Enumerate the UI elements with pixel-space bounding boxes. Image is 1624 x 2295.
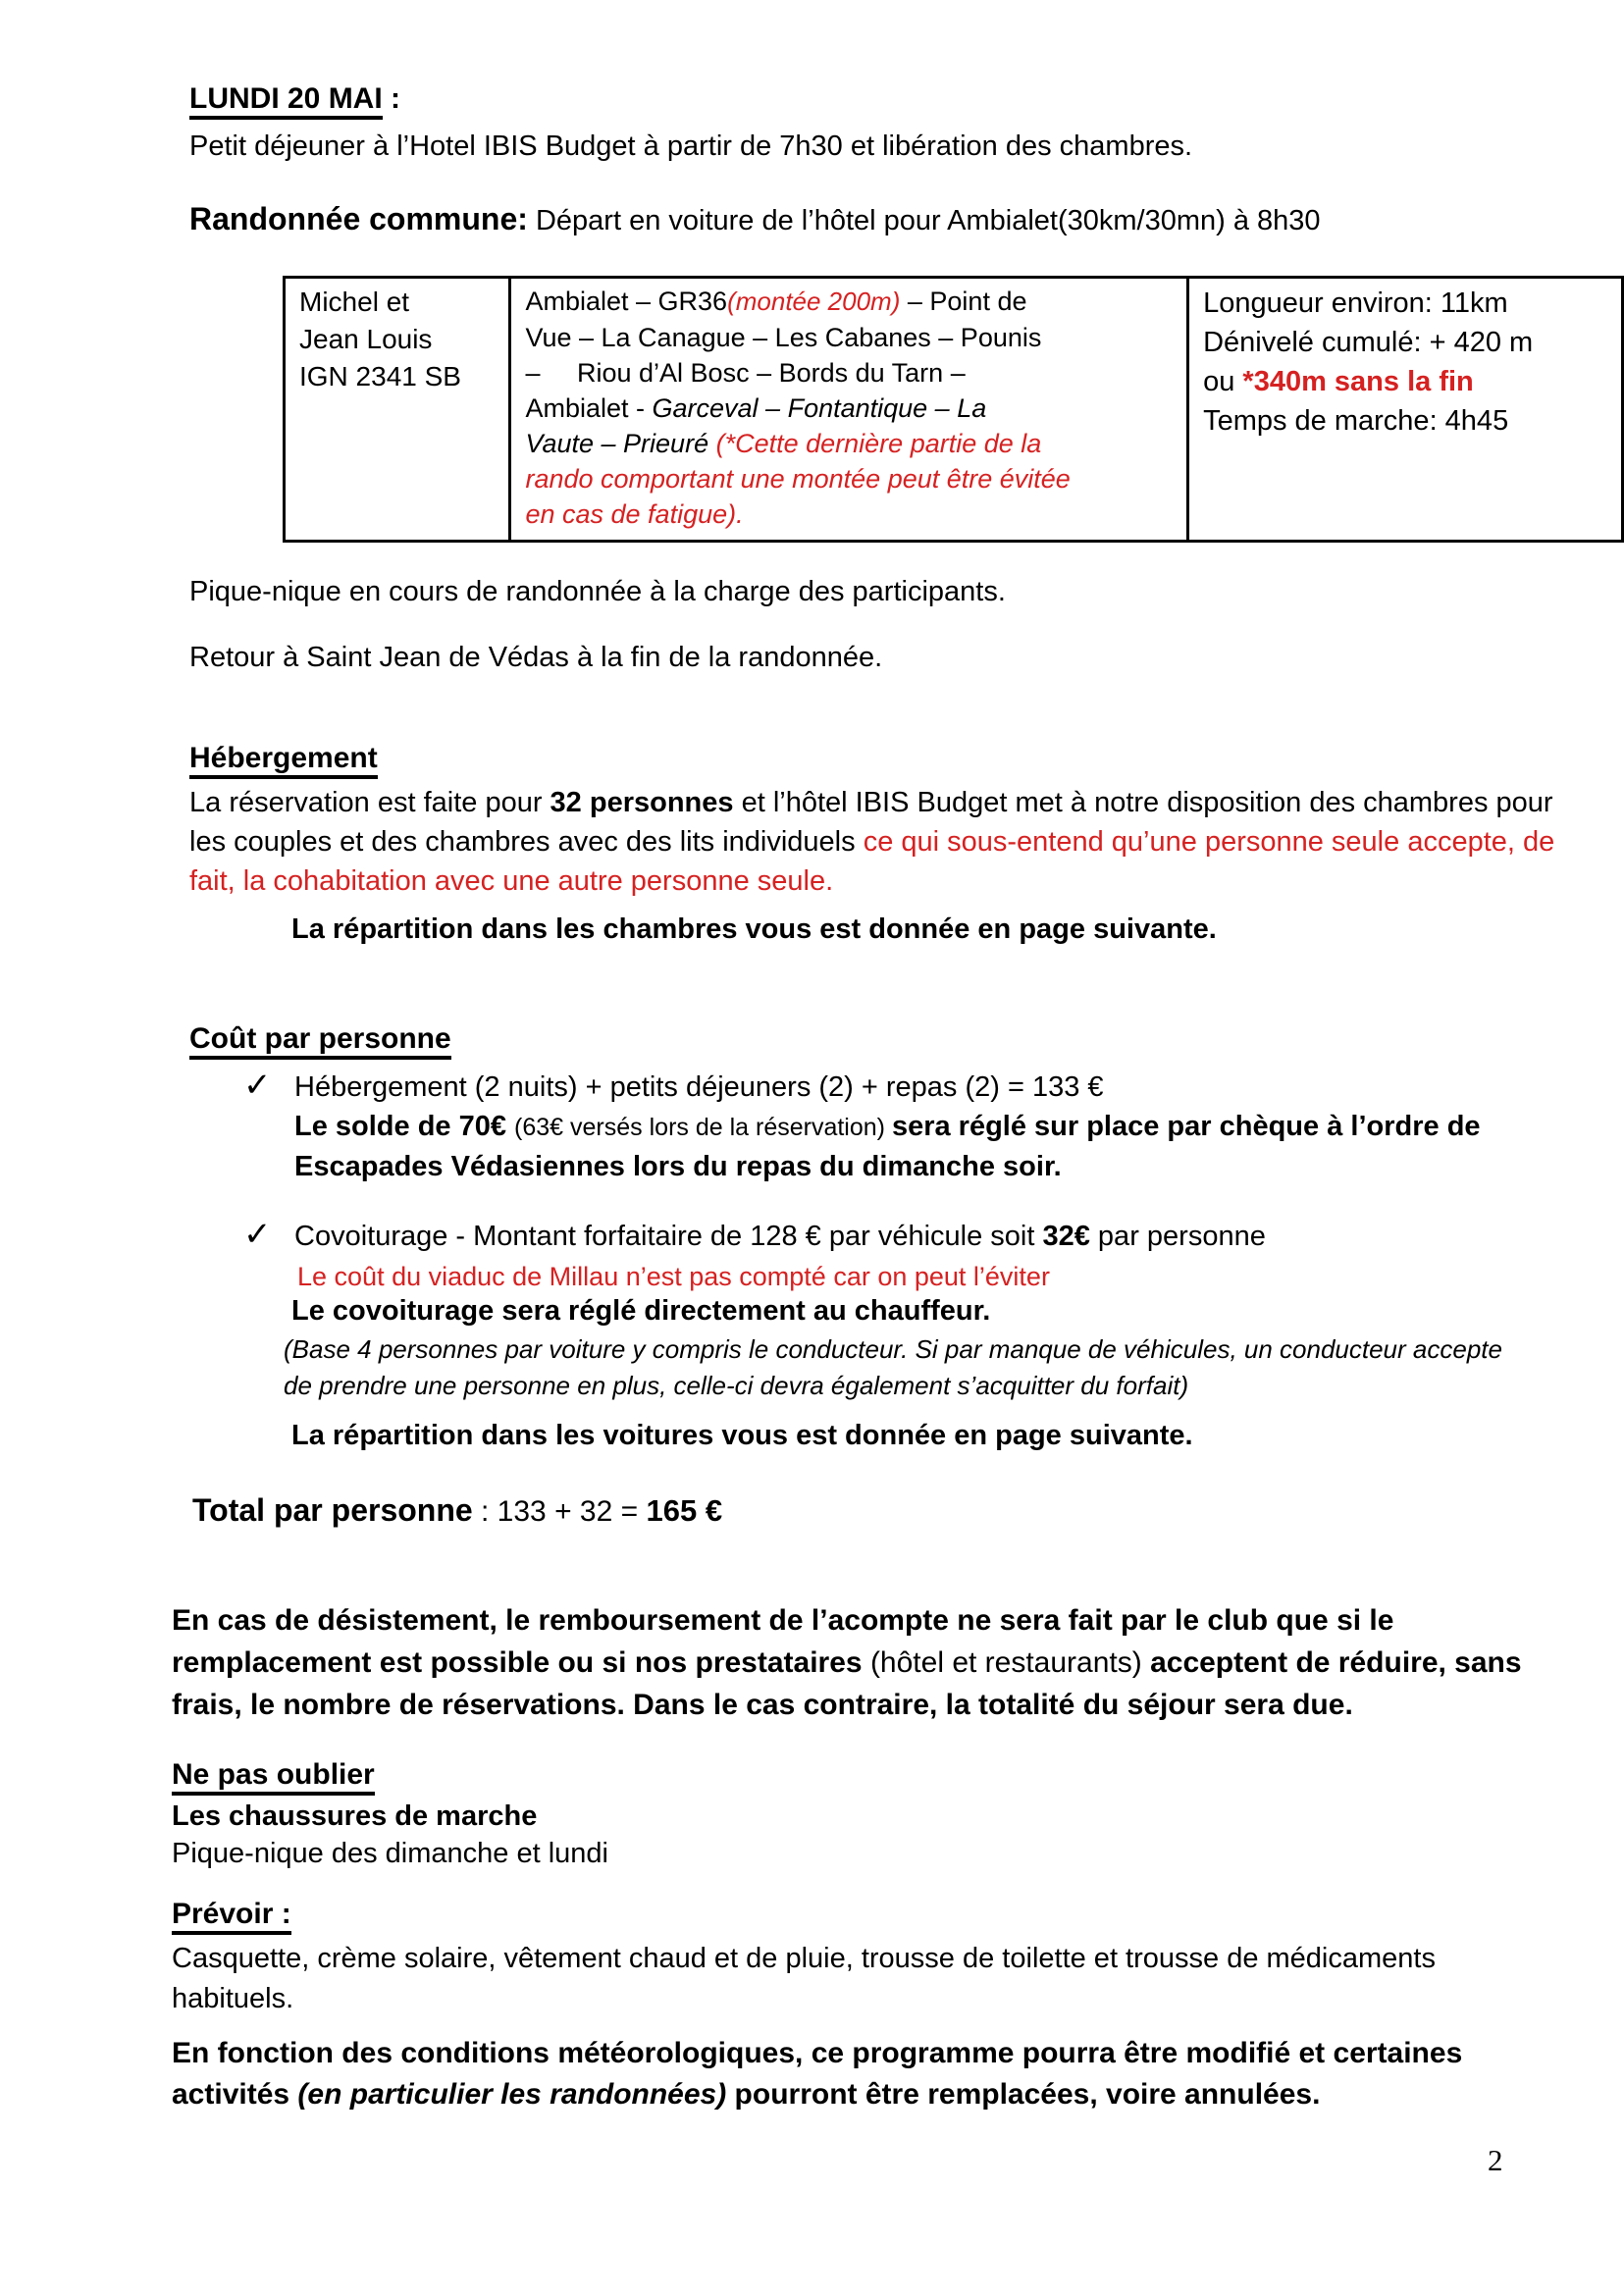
day-heading-text: LUNDI 20 MAI	[189, 82, 383, 120]
carpool-per-person: 32€	[1042, 1221, 1090, 1252]
weather-italic: (en particulier les randonnées)	[297, 2078, 727, 2111]
stat-elevation: Dénivelé cumulé: + 420 m	[1203, 327, 1534, 358]
carpool-text: par personne	[1089, 1221, 1266, 1252]
prepare-paragraph: Casquette, crème solaire, vêtement chaud et de pluie, trousse de toilette et trousse de médicaments habituels.	[172, 1943, 1436, 2014]
cancellation-bold: En cas de désistement, le remboursement de l’acompte ne sera fait par le club que si le remplacement est possible ou si nos prestataires	[172, 1604, 1394, 1679]
route-seg: Ambialet – GR36	[525, 287, 728, 316]
total-label: Total par personne	[192, 1492, 473, 1528]
page-number: 2	[1488, 2143, 1503, 2177]
stat-duration: Temps de marche: 4h45	[1203, 405, 1509, 437]
guide-cell	[285, 278, 510, 542]
day-heading-colon: :	[382, 82, 401, 115]
reminder-shoes: Les chaussures de marche	[172, 1800, 538, 1832]
stat-length: Longueur environ: 11km	[1203, 287, 1508, 319]
cost-item-lodging	[243, 1067, 1570, 1186]
picnic-note: Pique-nique en cours de randonnée à la charge des participants.	[189, 576, 1006, 607]
route-seg: – Riou d’Al Bosc – Bords du Tarn –	[525, 358, 966, 388]
cost-heading-text: Coût par personne	[189, 1022, 451, 1060]
cancellation-paragraph	[172, 1599, 1553, 1726]
route-seg: Ambialet -	[525, 393, 653, 423]
cost-lodging-balance	[294, 1107, 1570, 1186]
prepare-heading	[172, 1898, 291, 1931]
weather-bold: En fonction des conditions météorologiques, ce programme pourra être modifié et certaines activités	[172, 2037, 1463, 2111]
cancellation-bold: acceptent de réduire, sans frais, le nombre de réservations. Dans le cas contraire, la totalité du séjour sera due.	[172, 1646, 1522, 1721]
hike-table	[283, 276, 1624, 543]
lodging-red-note: ce qui sous-entend qu’une personne seule accepte, de fait, la cohabitation avec une autre personne seule.	[189, 826, 1555, 897]
rooms-note: La répartition dans les chambres vous est donnée en page suivante.	[291, 913, 1217, 945]
stat-elevation-alt-red: *340m sans la fin	[1242, 366, 1474, 397]
cost-lodging-line: Hébergement (2 nuits) + petits déjeuners (2) + repas (2) = 133 €	[294, 1071, 1104, 1103]
cars-note: La répartition dans les voitures vous est donnée en page suivante.	[291, 1420, 1193, 1451]
hike-intro-label: Randonnée commune:	[189, 201, 528, 236]
checkmark-icon: ✓	[243, 1216, 272, 1253]
lodging-heading-text: Hébergement	[189, 742, 378, 779]
reminders-heading-text: Ne pas oublier	[172, 1758, 375, 1796]
driver-payment-note: Le covoiturage sera réglé directement au chauffeur.	[291, 1295, 991, 1327]
day-heading	[189, 82, 400, 116]
guide-name-line2: Jean Louis	[299, 324, 433, 354]
hike-table-row	[285, 278, 1623, 542]
stats-cell	[1188, 278, 1623, 542]
route-warning: rando comportant une montée peut être évitée	[525, 464, 1071, 494]
total-equation: : 133 + 32 =	[472, 1495, 647, 1528]
stat-elevation-alt	[1203, 362, 1609, 401]
reminder-picnic: Pique-nique des dimanche et lundi	[172, 1838, 608, 1869]
weather-paragraph	[172, 2033, 1553, 2115]
total-value: 165 €	[646, 1493, 723, 1528]
carpool-text: Covoiturage - Montant forfaitaire de 128 € par véhicule soit	[294, 1221, 1043, 1252]
hike-intro	[189, 199, 1321, 240]
total-line	[192, 1489, 722, 1533]
balance-bold: sera réglé sur place par chèque à l’ordre de Escapades Védasiennes lors du repas du dimanche soir.	[294, 1111, 1481, 1182]
route-seg-italic: Vaute – Prieuré	[525, 429, 716, 458]
cost-item-carpool	[243, 1216, 1570, 1256]
route-warning: en cas de fatigue).	[525, 499, 744, 529]
breakfast-line: Petit déjeuner à l’Hotel IBIS Budget à partir de 7h30 et libération des chambres.	[189, 130, 1193, 162]
route-warning: (*Cette dernière partie de la	[715, 429, 1042, 458]
lodging-text: La réservation est faite pour	[189, 787, 550, 818]
reminders-heading	[172, 1758, 375, 1792]
route-seg: – Point de	[900, 287, 1027, 316]
route-seg-italic: Garceval – Fontantique – La	[652, 393, 987, 423]
cost-heading	[189, 1022, 451, 1056]
route-seg: Vue – La Canague – Les Cabanes – Pounis	[525, 323, 1042, 352]
lodging-text: et l’hôtel IBIS Budget met à notre disposition des chambres pour les couples et des chambres avec des lits individuels	[189, 787, 1553, 858]
guide-name-line1: Michel et	[299, 287, 410, 317]
balance-deposit-note: (63€ versés lors de la réservation)	[514, 1114, 892, 1141]
cancellation-normal: (hôtel et restaurants)	[869, 1646, 1142, 1679]
weather-bold: pourront être remplacées, voire annulées.	[726, 2078, 1321, 2111]
viaduct-note: Le coût du viaduc de Millau n’est pas compté car on peut l’éviter	[297, 1262, 1050, 1291]
balance-bold: Le solde de 70€	[294, 1111, 515, 1142]
route-elevation-note: (montée 200m)	[727, 287, 901, 316]
return-note: Retour à Saint Jean de Védas à la fin de la randonnée.	[189, 642, 883, 673]
carpool-base-note: (Base 4 personnes par voiture y compris le conducteur. Si par manque de véhicules, un conducteur accepte de prendre une personne en plus, celle-ci devra également s’acquitter du forfait)	[284, 1334, 1502, 1400]
hike-intro-text: Départ en voiture de l’hôtel pour Ambialet(30km/30mn) à 8h30	[527, 205, 1321, 236]
lodging-paragraph	[189, 783, 1561, 901]
guide-map-ref: IGN 2341 SB	[299, 361, 461, 391]
checkmark-icon: ✓	[243, 1067, 272, 1104]
lodging-count: 32 personnes	[550, 787, 734, 818]
lodging-heading	[189, 742, 378, 775]
prepare-heading-text: Prévoir :	[172, 1898, 291, 1935]
route-cell	[510, 278, 1188, 542]
stat-elevation-alt-prefix: ou	[1203, 366, 1243, 397]
